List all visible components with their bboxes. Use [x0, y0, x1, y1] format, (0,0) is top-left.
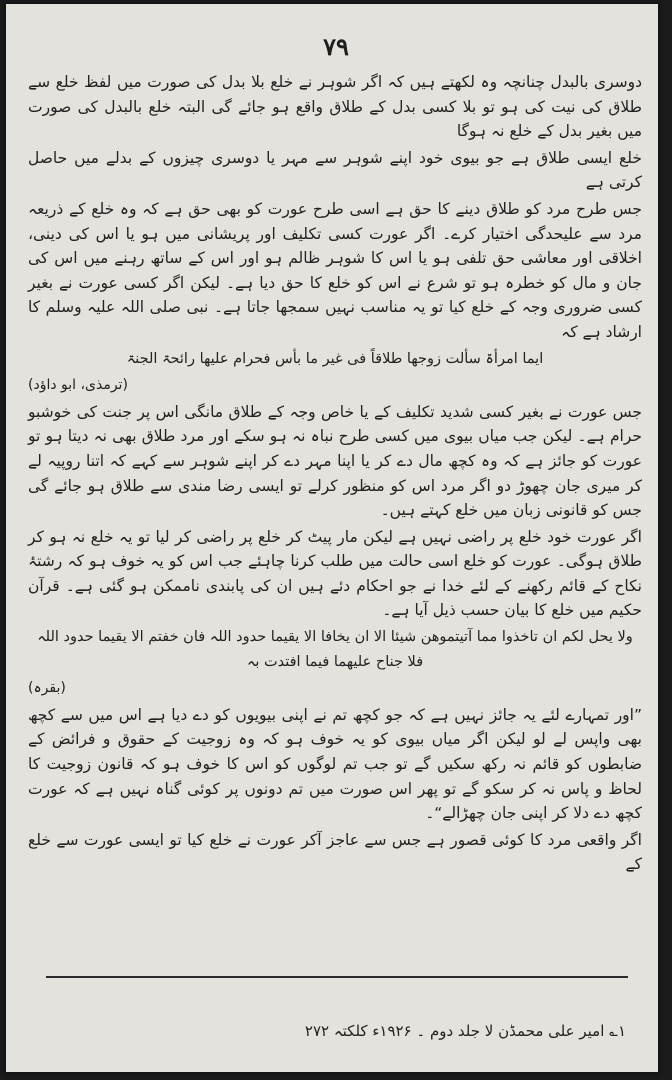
hadith-arabic: ایما امرأۃ سألت زوجھا طلاقاً فی غیر ما بأس فحرام علیھا رائحۃ الجنۃ	[126, 350, 544, 367]
page-number: ۷۹	[323, 32, 349, 61]
paragraph: دوسری بالبدل چنانچہ وہ لکھتے ہیں کہ اگر شوہر نے خلع بلا بدل کی صورت میں لفظ خلع سے طلاق کی نیت کی ہو تو بلا کسی بدل کے طلاق واقع ہو جائے گی البتہ خلع بالبدل کی صورت میں بغیر بدل کے خلع نہ ہوگا	[28, 73, 642, 141]
paragraph: ”اور تمہارے لئے یہ جائز نہیں ہے کہ جو کچھ تم نے اپنی بیویوں کو دے دیا ہے اس میں سے کچھ بھی واپس لے لو لیکن اگر میاں بیوی کو یہ خوف ہو کہ وہ زوجیت کے حقوق و فرائض کے ضابطوں کو قائم نہ رکھ سکیں گے تو جب تم لوگوں کو اس کا خوف ہو کہ قانون زوجیت کا لحاظ و پاس نہ کر سکو گے تو پھر اس صورت میں تم دونوں پر کوئی گناہ نہیں ہے کہ عورت کچھ دے دلا کر اپنی جان چھڑالے“۔	[28, 705, 642, 823]
document-page	[6, 4, 658, 1072]
quran-verse-arabic: ولا یحل لکم ان تاخذوا مما آتیتموھن شیئا الا ان یخافا الا یقیما حدود اللہ فان خفتم الا یقیما حدود اللہ فلا جناح علیھما فیما افتدت بہ	[37, 629, 633, 670]
paragraph: جس طرح مرد کو طلاق دینے کا حق ہے اسی طرح عورت کو بھی حق ہے کہ وہ خلع کے ذریعہ مرد سے علیحدگی اختیار کرے۔ اگر عورت کسی تکلیف اور پریشانی میں ہو یا اس کی دینی، اخلاقی اور معاشی حق تلفی ہو یا اس کا شوہر ظالم ہو اور اس کے ساتھ رہنے میں اس کی جان و مال کو خطرہ ہو تو شرع نے اس کو خلع کا حق دیا ہے۔ لیکن اگر کسی عورت نے بغیر کسی ضروری وجہ کے خلع کیا تو یہ مناسب نہیں سمجھا جاتا ہے۔ نبی صلی اللہ علیہ وسلم کا ارشاد ہے کہ	[28, 199, 642, 341]
paragraph: جس عورت نے بغیر کسی شدید تکلیف کے یا خاص وجہ کے طلاق مانگی اس پر جنت کی خوشبو حرام ہے۔ لیکن جب میاں بیوی میں کسی طرح نباہ نہ ہو سکے اور مرد طلاق بھی نہ دیتا ہو تو عورت کو جائز ہے کہ وہ کچھ مال دے کر یا اپنا مہر دے کر اپنے شوہر سے کہے کہ اتنا روپیہ لے کر میری جان چھوڑ دو اگر مرد اس کو منظور کرلے تو ایسی رضا مندی سے طلاق ہو جائے گی جس کو قانونی زبان میں خلع کہتے ہیں۔	[28, 402, 642, 520]
quran-reference: (بقرہ)	[28, 680, 66, 697]
footnote: ۱؎ امیر علی محمڈن لا جلد دوم ۔ ۱۹۲۶ء کلکتہ ۲۷۲	[304, 1022, 626, 1040]
body-text	[28, 70, 642, 879]
paragraph: اگر عورت خود خلع پر راضی نہیں ہے لیکن مار پیٹ کر خلع پر راضی کر لیا تو یہ خلع نہ ہو کر طلاق ہوگی۔ عورت کو خلع اسی حالت میں طلب کرنا چاہئے جب اس کو یہ خوف ہو کہ رشتۂ نکاح کے قائم رکھنے کے لئے خدا نے جو احکام دئے ہیں ان کی پابندی ناممکن ہو گئی ہے۔ قرآن حکیم میں خلع کا بیان حسب ذیل آیا ہے۔	[28, 527, 642, 620]
hadith-reference: (ترمذی، ابو داؤد)	[28, 377, 128, 394]
paragraph: خلع ایسی طلاق ہے جو بیوی خود اپنے شوہر سے مہر یا دوسری چیزوں کے بدلے میں حاصل کرتی ہے	[28, 148, 642, 192]
footnote-divider	[46, 976, 628, 978]
paragraph: اگر واقعی مرد کا کوئی قصور ہے جس سے عاجز آکر عورت نے خلع کیا تو ایسی عورت سے خلع کے	[28, 830, 642, 874]
